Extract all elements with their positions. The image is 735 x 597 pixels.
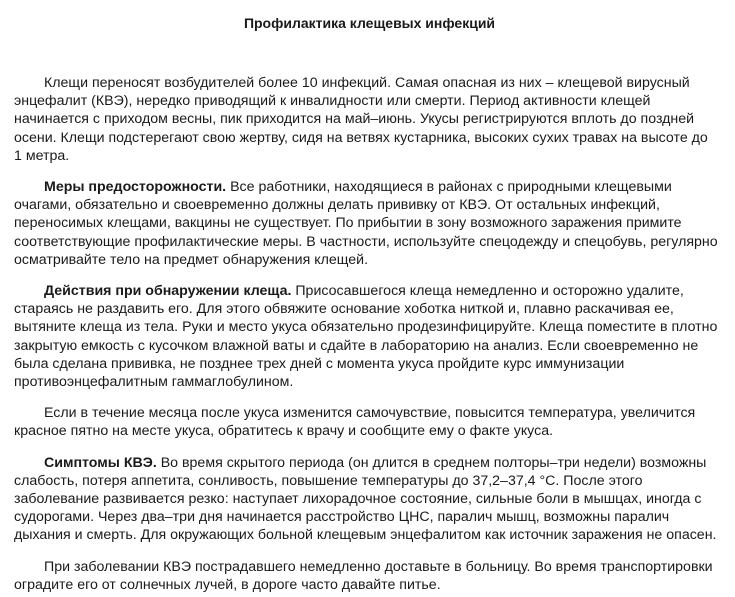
paragraph-precautions — [14, 178, 719, 269]
paragraph-intro — [14, 74, 719, 165]
paragraph-text: Во время скрытого периода (он длится в среднем полторы–три недели) возможны слабость, потеря аппетита, сонливость, повышение температуры до 37,2–37,4 °С. После этого заболевание развивается резко: наступает лихорадочное состояние, сильные боли в мышцах, иногда с судорогами. Через два–три дня начинается расстройство ЦНС, паралич мышц, возможны паралич дыхания и смерть. Для окружающих больной клещевым энцефалитом как источник заражения не опасен. — [14, 454, 717, 544]
paragraph-actions — [14, 282, 719, 391]
paragraph-text: Если в течение месяца после укуса изменится самочувствие, повысится температура, увеличится красное пятно на месте укуса, обратитесь к врачу и сообщите ему о факте укуса. — [14, 405, 696, 440]
paragraph-followup — [14, 404, 719, 440]
paragraph-hospital — [14, 558, 719, 594]
paragraph-lead: Действия при обнаружении клеща. — [44, 283, 292, 300]
document-title: Профилактика клещевых инфекций — [243, 15, 496, 31]
paragraph-text: При заболевании КВЭ пострадавшего немедленно доставьте в больницу. Во время транспортировки оградите его от солнечных лучей, в дороге часто давайте питье. — [14, 558, 713, 593]
paragraph-text: Клещи переносят возбудителей более 10 инфекций. Самая опасная из них – клещевой вирусный энцефалит (КВЭ), нередко приводящий к инвалидности или смерти. Период активности клещей начинается с приходом весны, пик приходится на май–июнь. Укусы регистрируются вплоть до поздней осени. Клещи подстерегают свою жертву, сидя на ветвях кустарника, высоких сухих травах на высоте до 1 метра. — [14, 75, 708, 164]
paragraph-text: Присосавшегося клеща немедленно и осторожно удалите, стараясь не раздавить его. Для этого обвяжите основание хоботка ниткой и, плавно раскачивая ее, вытяните клеща из тела. Руки и место укуса обязательно продезинфицируйте. Клеща поместите в плотно закрытую емкость с кусочком влажной ваты и сдайте в лабораторию на анализ. Если своевременно не была сделана прививка, не позднее трех дней с момента укуса пройдите курс иммунизации противоэнцефалитным гаммаглобулином. — [14, 283, 718, 391]
paragraph-symptoms — [14, 454, 719, 545]
paragraph-text: Все работники, находящиеся в районах с природными клещевыми очагами, обязательно и своевременно должны делать прививку от КВЭ. От остальных инфекций, переносимых клещами, вакцины не существует. По прибытии в зону возможного заражения примите соответствующие профилактические меры. В частности, используйте спецодежду и спецобувь, регулярно осматривайте тело на предмет обнаружения клещей. — [14, 179, 718, 268]
paragraph-lead: Меры предосторожности. — [44, 179, 227, 196]
paragraph-lead: Симптомы КВЭ. — [44, 454, 157, 471]
